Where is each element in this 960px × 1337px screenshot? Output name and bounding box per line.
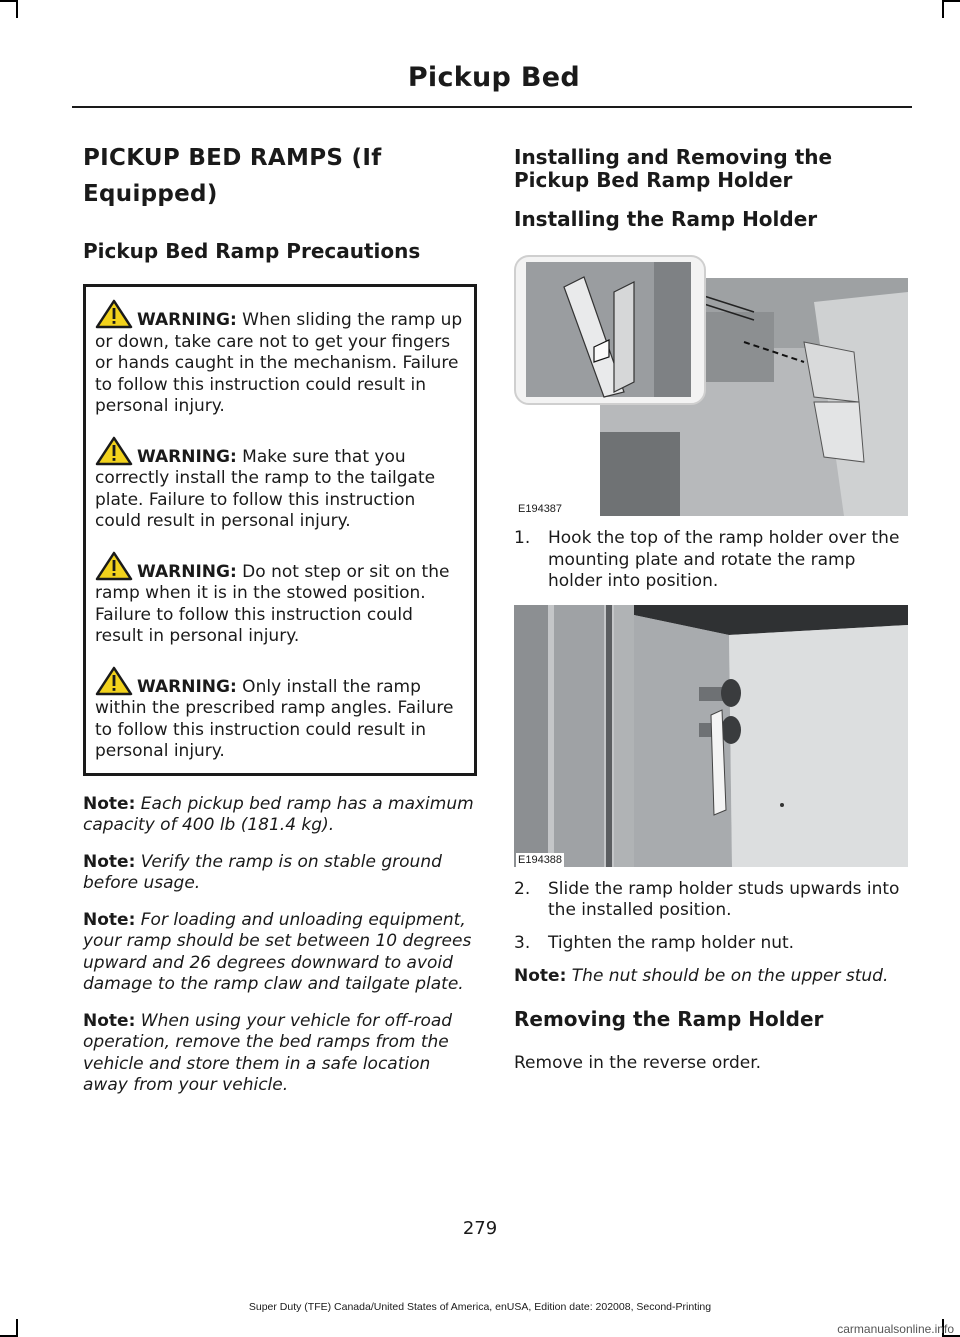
footer-text: Super Duty (TFE) Canada/United States of America, enUSA, Edition date: 202008, Second-Printing [248, 1301, 712, 1313]
steps-list [514, 528, 910, 593]
crop-mark [16, 0, 18, 18]
step-item [514, 528, 910, 593]
warning-text: Only install the ramp within the prescribed ramp angles. Failure to follow this instruction could result in personal injury. [95, 676, 454, 761]
step-number: 3. [514, 932, 531, 953]
warning-label: WARNING: [137, 561, 237, 582]
warning-triangle-icon [95, 299, 133, 329]
step-number: 1. [514, 528, 531, 548]
remove-ramp-holder-text: Remove in the reverse order. [514, 1052, 762, 1073]
warning-label: WARNING: [137, 676, 237, 697]
note [83, 794, 475, 837]
warning-triangle-icon [95, 551, 133, 581]
note-label: Note: [83, 909, 136, 930]
figure-ramp-holder-studs [514, 605, 908, 867]
note-text: Each pickup bed ramp has a maximum capacity of 400 lb (181.4 kg). [83, 793, 474, 835]
ramp-holder-illustration [514, 252, 908, 516]
crop-mark [942, 0, 960, 2]
crop-mark [942, 0, 944, 18]
remove-ramp-holder-title: Removing the Ramp Holder [514, 1006, 824, 1031]
note-label: Note: [514, 966, 567, 986]
warning-item [95, 436, 466, 533]
note-text: For loading and unloading equipment, your ramp should be set between 10 degrees upward and 26 degrees downward to avoid damage to the ramp claw and tailgate plate. [83, 909, 472, 994]
warning-text: When sliding the ramp up or down, take care not to get your fingers or hands caught in the mechanism. Failure to follow this instruction could result in personal injury. [95, 310, 463, 416]
left-column [83, 140, 475, 1112]
note-text: Verify the ramp is on stable ground before usage. [83, 851, 442, 893]
warning-item [95, 666, 466, 763]
warning-text: Make sure that you correctly install the ramp to the tailgate plate. Failure to follow this instruction could result in personal injury. [95, 446, 436, 531]
watermark: carmanualsonline.info [837, 1322, 954, 1336]
right-column [514, 146, 910, 1074]
subsection-title: Pickup Bed Ramp Precautions [83, 239, 421, 263]
page-header-title: Pickup Bed [407, 62, 580, 93]
warning-item [95, 551, 466, 648]
note-text: When using your vehicle for off-road operation, remove the bed ramps from the vehicle and store them in a safe location away from your vehicle. [83, 1010, 453, 1095]
note [83, 1011, 475, 1097]
step-text: Slide the ramp holder studs upwards into the installed position. [548, 878, 900, 920]
note-text: The nut should be on the upper stud. [566, 966, 889, 986]
figure-code: E194387 [518, 503, 563, 515]
steps-list [514, 879, 910, 955]
warning-text: Do not step or sit on the ramp when it is in the stowed position. Failure to follow this instruction could result in personal injury. [95, 561, 450, 646]
note-label: Note: [83, 793, 136, 814]
step-text: Tighten the ramp holder nut. [548, 932, 795, 953]
note [83, 852, 475, 895]
warning-label: WARNING: [137, 310, 237, 330]
section-title: PICKUP BED RAMPS (If Equipped) [83, 145, 382, 207]
page-number: 279 [462, 1218, 498, 1239]
warning-triangle-icon [95, 666, 133, 696]
step-text: Hook the top of the ramp holder over the mounting plate and rotate the ramp holder into position. [548, 528, 900, 591]
note-label: Note: [83, 851, 136, 872]
step-number: 2. [514, 878, 531, 899]
note [83, 910, 475, 996]
ramp-holder-studs-illustration [514, 605, 908, 867]
section-title-ramp-holder: Installing and Removing the Pickup Bed Ramp Holder [514, 145, 833, 192]
header-rule [72, 106, 912, 108]
crop-mark [16, 1319, 18, 1337]
warning-triangle-icon [95, 436, 133, 466]
figure-ramp-holder-install [514, 252, 908, 516]
figure-code: E194388 [518, 853, 563, 866]
warning-label: WARNING: [137, 446, 237, 467]
step-item [514, 933, 910, 955]
note [514, 966, 910, 988]
note-label: Note: [83, 1010, 136, 1031]
warning-item [95, 299, 466, 418]
install-ramp-holder-title: Installing the Ramp Holder [514, 207, 818, 231]
warning-box [83, 284, 477, 776]
step-item [514, 879, 910, 922]
